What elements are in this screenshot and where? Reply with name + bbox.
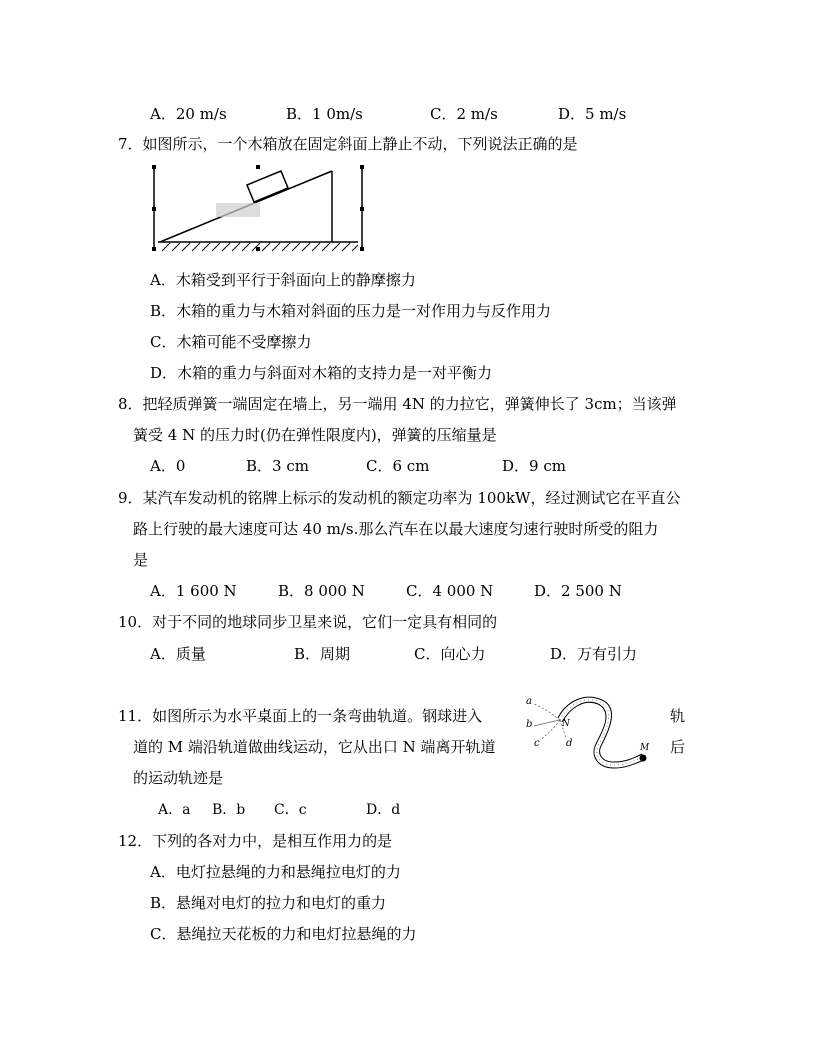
q11-stem-line2-end: 后 (670, 738, 686, 756)
q11-stem-line1-end: 轨 (670, 707, 686, 725)
q8-option-b: B．3 cm (246, 457, 309, 475)
q7-option-b: B．木箱的重力与木箱对斜面的压力是一对作用力与反作用力 (150, 302, 552, 320)
q11-option-a: A．a (158, 802, 191, 818)
q7-stem: 7．如图所示，一个木箱放在固定斜面上静止不动，下列说法正确的是 (118, 135, 578, 153)
q9-option-a: A．1 600 N (150, 582, 237, 600)
q7-option-c: C．木箱可能不受摩擦力 (150, 333, 312, 351)
q12-option-b: B．悬绳对电灯的拉力和电灯的重力 (150, 894, 387, 912)
q11-figure-label-m: M (640, 743, 650, 753)
q11-figure-label-n: N (562, 719, 570, 729)
q9-stem-line1: 9．某汽车发动机的铭牌上标示的发动机的额定功率为 100kW，经过测试它在平直公 (118, 489, 681, 507)
prev-option-c: C．2 m/s (430, 105, 498, 123)
q11-figure-label-d: d (566, 738, 573, 749)
q8-option-d: D．9 cm (502, 457, 566, 475)
incline-figure (150, 163, 370, 255)
q8-stem-line1: 8．把轻质弹簧一端固定在墙上，另一端用 4N 的力拉它，弹簧伸长了 3cm；当该弹 (118, 395, 677, 413)
prev-option-b: B．1 0m/s (286, 105, 363, 123)
prev-option-d: D．5 m/s (558, 105, 627, 123)
q8-option-a: A．0 (150, 457, 186, 475)
q10-option-c: C．向心力 (414, 645, 486, 663)
q11-figure-label-b: b (526, 719, 533, 730)
q10-option-b: B．周期 (294, 645, 351, 663)
q9-option-c: C．4 000 N (406, 582, 494, 600)
q11-figure-label-a: a (526, 696, 532, 707)
q11-option-d: D．d (366, 802, 401, 818)
q12-option-c: C．悬绳拉天花板的力和电灯拉悬绳的力 (150, 925, 417, 943)
q11-option-b: B．b (212, 802, 246, 818)
q9-option-b: B．8 000 N (278, 582, 365, 600)
q9-stem-line2: 路上行驶的最大速度可达 40 m/s.那么汽车在以最大速度匀速行驶时所受的阻力 (133, 520, 659, 538)
q7-option-d: D．木箱的重力与斜面对木箱的支持力是一对平衡力 (150, 364, 493, 382)
q12-stem: 12．下列的各对力中，是相互作用力的是 (118, 832, 393, 850)
q11-figure-label-c: c (534, 738, 540, 749)
q9-stem-line3: 是 (133, 551, 149, 569)
q7-option-a: A．木箱受到平行于斜面向上的静摩擦力 (150, 271, 416, 289)
curved-track-figure (522, 694, 662, 776)
q11-stem-line2: 道的 M 端沿轨道做曲线运动，它从出口 N 端离开轨道 (133, 738, 496, 756)
prev-option-a: A．20 m/s (150, 105, 227, 123)
q11-stem-line3: 的运动轨迹是 (133, 769, 224, 787)
q9-option-d: D．2 500 N (534, 582, 622, 600)
q8-option-c: C．6 cm (366, 457, 430, 475)
q11-stem-line1: 11．如图所示为水平桌面上的一条弯曲轨道。钢球进入 (118, 707, 483, 725)
q10-option-d: D．万有引力 (550, 645, 638, 663)
q12-option-a: A．电灯拉悬绳的力和悬绳拉电灯的力 (150, 863, 401, 881)
q10-option-a: A．质量 (150, 645, 206, 663)
q11-option-c: C．c (274, 802, 307, 818)
q8-stem-line2: 簧受 4 N 的压力时(仍在弹性限度内)，弹簧的压缩量是 (133, 426, 497, 444)
q10-stem: 10．对于不同的地球同步卫星来说，它们一定具有相同的 (118, 613, 498, 631)
